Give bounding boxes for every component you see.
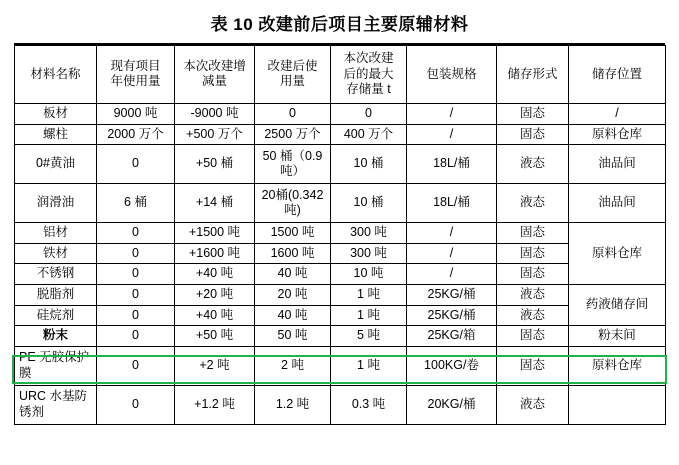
cell-after-usage: 1500 吨 [255, 223, 331, 244]
cell-change: +1600 吨 [175, 243, 255, 264]
cell-package: / [407, 103, 497, 124]
cell-after-usage: 40 吨 [255, 264, 331, 285]
cell-package: / [407, 243, 497, 264]
cell-max-storage: 1 吨 [331, 346, 407, 385]
cell-max-storage: 5 吨 [331, 326, 407, 347]
cell-form: 液态 [497, 285, 569, 306]
col-header-material-name: 材料名称 [15, 46, 97, 104]
table-row [15, 346, 666, 385]
cell-after-usage: 50 吨 [255, 326, 331, 347]
cell-current-usage: 9000 吨 [97, 103, 175, 124]
cell-material-name: 脱脂剂 [15, 285, 97, 306]
page-title: 表 10 改建前后项目主要原辅材料 [210, 15, 469, 34]
cell-change: +20 吨 [175, 285, 255, 306]
cell-location: 原料仓库 [569, 223, 666, 285]
cell-material-name: PE 无胶保护膜 [15, 346, 97, 385]
cell-form: 固态 [497, 124, 569, 145]
cell-change: +40 吨 [175, 305, 255, 326]
cell-max-storage: 10 吨 [331, 264, 407, 285]
cell-material-name: 螺柱 [15, 124, 97, 145]
table-row-highlighted [15, 326, 666, 347]
cell-form: 固态 [497, 326, 569, 347]
table-row [15, 103, 666, 124]
cell-current-usage: 0 [97, 145, 175, 184]
col-header-change: 本次改建增 减量 [175, 46, 255, 104]
col-header-after-usage: 改建后使 用量 [255, 46, 331, 104]
cell-max-storage: 0.3 吨 [331, 385, 407, 424]
cell-change: +40 吨 [175, 264, 255, 285]
cell-after-usage: 40 吨 [255, 305, 331, 326]
table-row [15, 264, 666, 285]
cell-location [569, 385, 666, 424]
cell-package: / [407, 264, 497, 285]
cell-form: 固态 [497, 243, 569, 264]
table-row [15, 285, 666, 306]
table-row [15, 124, 666, 145]
cell-change: -9000 吨 [175, 103, 255, 124]
cell-after-usage: 2500 万个 [255, 124, 331, 145]
cell-change: +500 万个 [175, 124, 255, 145]
cell-package: 18L/桶 [407, 184, 497, 223]
cell-change: +1.2 吨 [175, 385, 255, 424]
cell-current-usage: 0 [97, 326, 175, 347]
cell-form: 固态 [497, 346, 569, 385]
cell-location: 原料仓库 [569, 124, 666, 145]
cell-max-storage: 300 吨 [331, 223, 407, 244]
document-page [0, 10, 679, 465]
cell-current-usage: 2000 万个 [97, 124, 175, 145]
cell-package: 20KG/桶 [407, 385, 497, 424]
cell-package: 18L/桶 [407, 145, 497, 184]
cell-after-usage: 0 [255, 103, 331, 124]
cell-max-storage: 1 吨 [331, 285, 407, 306]
col-header-form: 储存形式 [497, 46, 569, 104]
cell-location: 油品间 [569, 184, 666, 223]
col-header-max-storage: 本次改建 后的最大 存储量 t [331, 46, 407, 104]
cell-location: 粉末间 [569, 326, 666, 347]
cell-location: 油品间 [569, 145, 666, 184]
materials-table [14, 45, 666, 425]
cell-max-storage: 1 吨 [331, 305, 407, 326]
cell-change: +14 桶 [175, 184, 255, 223]
cell-current-usage: 0 [97, 305, 175, 326]
cell-after-usage: 50 桶（0.9 吨） [255, 145, 331, 184]
cell-max-storage: 10 桶 [331, 184, 407, 223]
cell-change: +50 桶 [175, 145, 255, 184]
col-header-current-usage: 现有项目 年使用量 [97, 46, 175, 104]
cell-change: +2 吨 [175, 346, 255, 385]
cell-form: 固态 [497, 264, 569, 285]
table-row [15, 243, 666, 264]
col-header-package: 包装规格 [407, 46, 497, 104]
cell-material-name: 铝材 [15, 223, 97, 244]
cell-package: 25KG/箱 [407, 326, 497, 347]
cell-current-usage: 6 桶 [97, 184, 175, 223]
table-row [15, 385, 666, 424]
cell-material-name: 粉末 [15, 326, 97, 347]
cell-material-name: URC 水基防锈剂 [15, 385, 97, 424]
cell-package: / [407, 223, 497, 244]
cell-after-usage: 1600 吨 [255, 243, 331, 264]
cell-after-usage: 2 吨 [255, 346, 331, 385]
cell-package: 25KG/桶 [407, 305, 497, 326]
table-row [15, 305, 666, 326]
cell-material-name: 润滑油 [15, 184, 97, 223]
cell-form: 液态 [497, 385, 569, 424]
cell-location: 原料仓库 [569, 346, 666, 385]
cell-package: 25KG/桶 [407, 285, 497, 306]
cell-current-usage: 0 [97, 264, 175, 285]
cell-material-name: 不锈钢 [15, 264, 97, 285]
table-row [15, 145, 666, 184]
cell-package: 100KG/卷 [407, 346, 497, 385]
cell-material-name: 板材 [15, 103, 97, 124]
cell-change: +50 吨 [175, 326, 255, 347]
table-header-row [15, 46, 666, 104]
cell-current-usage: 0 [97, 346, 175, 385]
cell-form: 液态 [497, 305, 569, 326]
cell-change: +1500 吨 [175, 223, 255, 244]
col-header-location: 储存位置 [569, 46, 666, 104]
cell-form: 液态 [497, 184, 569, 223]
cell-current-usage: 0 [97, 285, 175, 306]
cell-location: 药液储存间 [569, 285, 666, 326]
cell-after-usage: 1.2 吨 [255, 385, 331, 424]
cell-form: 液态 [497, 145, 569, 184]
cell-after-usage: 20 吨 [255, 285, 331, 306]
cell-current-usage: 0 [97, 385, 175, 424]
table-row [15, 184, 666, 223]
cell-max-storage: 400 万个 [331, 124, 407, 145]
cell-max-storage: 0 [331, 103, 407, 124]
cell-after-usage: 20桶(0.342 吨) [255, 184, 331, 223]
cell-material-name: 0#黄油 [15, 145, 97, 184]
cell-location: / [569, 103, 666, 124]
cell-current-usage: 0 [97, 243, 175, 264]
cell-max-storage: 10 桶 [331, 145, 407, 184]
cell-max-storage: 300 吨 [331, 243, 407, 264]
cell-form: 固态 [497, 223, 569, 244]
table-row [15, 223, 666, 244]
cell-form: 固态 [497, 103, 569, 124]
cell-current-usage: 0 [97, 223, 175, 244]
cell-material-name: 硅烷剂 [15, 305, 97, 326]
cell-package: / [407, 124, 497, 145]
cell-material-name: 铁材 [15, 243, 97, 264]
